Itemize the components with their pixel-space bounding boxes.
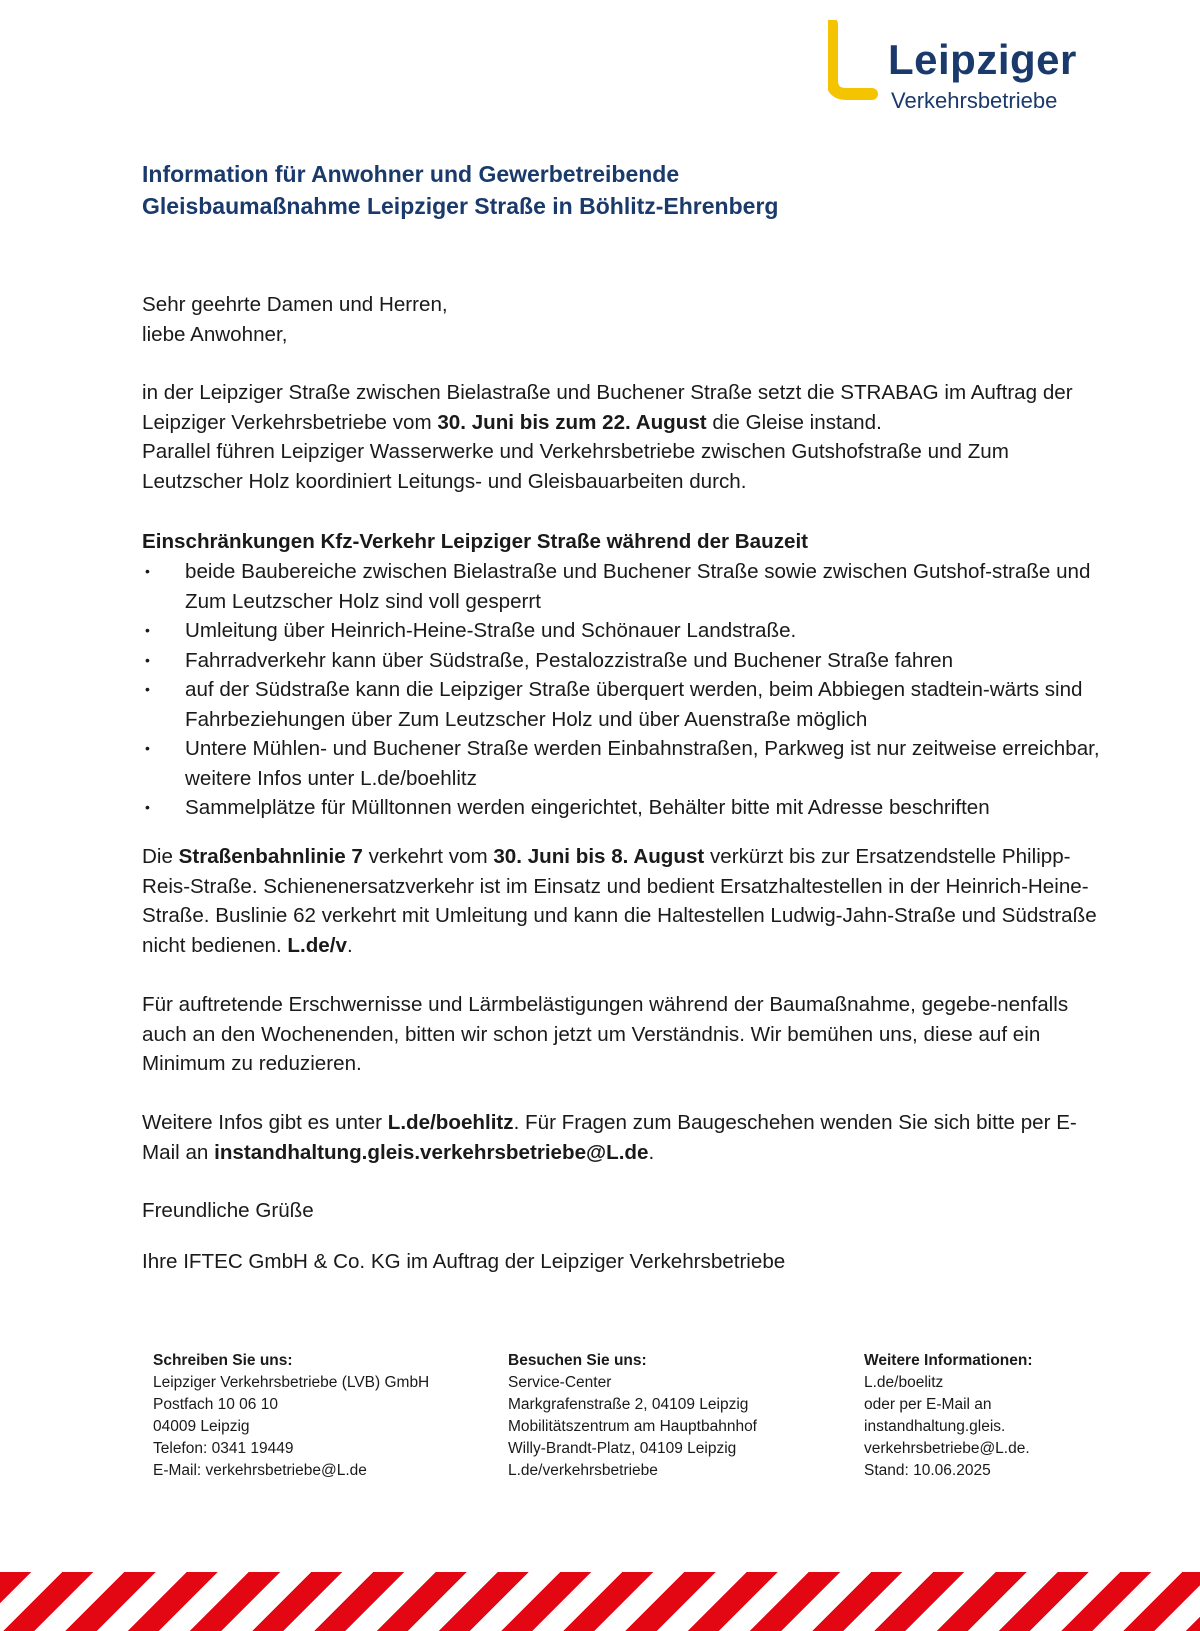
bullet-icon: • bbox=[145, 681, 150, 697]
tram-dates: 30. Juni bis 8. August bbox=[493, 845, 705, 868]
warning-stripes bbox=[0, 1572, 1200, 1631]
footer-write-us bbox=[153, 1350, 429, 1482]
footer-line: 04009 Leipzig bbox=[153, 1418, 250, 1435]
apology-text: Für auftretende Erschwernisse und Lärmbelästigungen während der Baumaßnahme, gegebe-nenfalls auch an den Wochenenden, bitten wir schon jetzt um Verständnis. Wir bemühen uns, diese auf ein Minimum zu reduzieren. bbox=[142, 993, 1069, 1075]
title-line-1: Information für Anwohner und Gewerbetreibende bbox=[142, 161, 680, 187]
footer-line: L.de/verkehrsbetriebe bbox=[508, 1462, 658, 1479]
footer-visit-us bbox=[508, 1350, 757, 1482]
list-item bbox=[142, 675, 1102, 734]
footer-line: Willy-Brandt-Platz, 04109 Leipzig bbox=[508, 1440, 737, 1457]
page-title bbox=[142, 158, 1102, 222]
greeting-line-1: Sehr geehrte Damen und Herren, bbox=[142, 293, 448, 316]
footer-line: Service-Center bbox=[508, 1374, 612, 1391]
info-link[interactable]: L.de/boehlitz bbox=[387, 1111, 514, 1134]
tram-text bbox=[142, 842, 1102, 960]
footer-title: Weitere Informationen: bbox=[864, 1352, 1033, 1369]
list-item bbox=[142, 557, 1102, 616]
tram-text-g: . bbox=[346, 933, 353, 957]
intro-text bbox=[142, 378, 1102, 437]
list-item-text: Fahrradverkehr kann über Südstraße, Pestalozzistraße und Buchener Straße fahren bbox=[185, 648, 954, 672]
footer-line: Stand: 10.06.2025 bbox=[864, 1462, 991, 1479]
intro-text-c: die Gleise instand. bbox=[706, 410, 882, 434]
list-item bbox=[142, 793, 1102, 823]
contact-text-e: . bbox=[648, 1140, 655, 1164]
intro-text-a: in der Leipziger Straße zwischen Bielastraße und Buchener Straße setzt die STRABAG im Auftrag der Leipziger Verkehrsbetriebe vom bbox=[142, 381, 1073, 434]
footer-line: oder per E-Mail an bbox=[864, 1396, 992, 1413]
tram-text-a: Die bbox=[142, 845, 179, 868]
contact-text-a: Weitere Infos gibt es unter bbox=[142, 1111, 388, 1134]
list-item bbox=[142, 646, 1102, 676]
logo-subname: Verkehrsbetriebe bbox=[891, 88, 1058, 113]
footer-line: instandhaltung.gleis. bbox=[864, 1418, 1006, 1435]
footer-line: E-Mail: verkehrsbetriebe@L.de bbox=[153, 1462, 367, 1479]
intro-paragraph bbox=[142, 378, 1102, 496]
footer-title: Besuchen Sie uns: bbox=[508, 1352, 647, 1369]
greeting-line-2: liebe Anwohner, bbox=[142, 322, 288, 346]
list-item bbox=[142, 616, 1102, 646]
footer-line: Telefon: 0341 19449 bbox=[153, 1440, 294, 1457]
contact-email-link[interactable]: instandhaltung.gleis.verkehrsbetriebe@L.de bbox=[214, 1140, 649, 1164]
greeting bbox=[142, 290, 1102, 349]
bullet-icon: • bbox=[145, 622, 150, 638]
logo-name: Leipziger bbox=[888, 36, 1077, 83]
bullet-icon: • bbox=[145, 740, 150, 756]
restrictions-list bbox=[142, 557, 1102, 823]
contact-paragraph bbox=[142, 1108, 1102, 1167]
intro-parallel-text: Parallel führen Leipziger Wasserwerke und Verkehrsbetriebe zwischen Gutshofstraße und Zum Leutzscher Holz koordiniert Leitungs- und Gleisbauarbeiten durch. bbox=[142, 440, 1009, 493]
footer-line: Leipziger Verkehrsbetriebe (LVB) GmbH bbox=[153, 1374, 430, 1391]
list-item bbox=[142, 734, 1102, 793]
apology-paragraph bbox=[142, 990, 1102, 1079]
list-item-text: Sammelplätze für Mülltonnen werden eingerichtet, Behälter bitte mit Adresse beschriften bbox=[185, 796, 990, 819]
list-item-text: Umleitung über Heinrich-Heine-Straße und Schönauer Landstraße. bbox=[185, 619, 797, 642]
footer-line: Markgrafenstraße 2, 04109 Leipzig bbox=[508, 1396, 749, 1413]
tram-link[interactable]: L.de/v bbox=[287, 933, 347, 957]
list-item-text: beide Baubereiche zwischen Bielastraße und Buchener Straße sowie zwischen Gutshof-straße und Zum Leutzscher Holz sind voll gesperrt bbox=[185, 560, 1091, 613]
footer-line: Postfach 10 06 10 bbox=[153, 1396, 278, 1413]
signature: Ihre IFTEC GmbH & Co. KG im Auftrag der Leipziger Verkehrsbetriebe bbox=[142, 1250, 786, 1273]
tram-line: Straßenbahnlinie 7 bbox=[178, 845, 363, 868]
title-line-2: Gleisbaumaßnahme Leipziger Straße in Böhlitz-Ehrenberg bbox=[142, 193, 779, 219]
lvb-logo bbox=[828, 20, 1098, 113]
footer-line: verkehrsbetriebe@L.de. bbox=[864, 1440, 1030, 1457]
footer-more-info bbox=[864, 1350, 1033, 1482]
restrictions-title: Einschränkungen Kfz-Verkehr Leipziger Straße während der Bauzeit bbox=[142, 530, 809, 553]
tram-paragraph bbox=[142, 842, 1102, 960]
tram-text-e: verkürzt bis zur Ersatzendstelle Philipp-Reis-Straße. Schienenersatzverkehr ist im Einsatz und bedient Ersatzhaltestellen in der Heinrich-Heine-Straße. Buslinie 62 verkehrt mit Umleitung und kann die Haltestellen Ludwig-Jahn-Straße und Südstraße nicht bedienen. bbox=[142, 845, 1097, 957]
list-item-text: Untere Mühlen- und Buchener Straße werden Einbahnstraßen, Parkweg ist nur zeitweise erreichbar, weitere Infos unter L.de/boehlitz bbox=[185, 737, 1100, 790]
contact-text-c: . Für Fragen zum Baugeschehen wenden Sie sich bitte per E-Mail an bbox=[142, 1111, 1077, 1164]
contact-text bbox=[142, 1108, 1102, 1167]
bullet-icon: • bbox=[145, 799, 150, 815]
lvb-logo-mark-icon bbox=[828, 20, 878, 100]
bullet-icon: • bbox=[145, 651, 150, 668]
footer-line: Mobilitätszentrum am Hauptbahnhof bbox=[508, 1418, 757, 1435]
tram-text-c: verkehrt vom bbox=[362, 845, 494, 868]
intro-dates: 30. Juni bis zum 22. August bbox=[437, 410, 707, 434]
footer-title: Schreiben Sie uns: bbox=[153, 1352, 293, 1369]
footer-line: L.de/boelitz bbox=[864, 1374, 944, 1391]
list-item-text: auf der Südstraße kann die Leipziger Straße überquert werden, beim Abbiegen stadtein-wärts sind Fahrbeziehungen über Zum Leutzscher Holz und über Auenstraße möglich bbox=[185, 678, 1083, 731]
closing: Freundliche Grüße bbox=[142, 1199, 314, 1222]
bullet-icon: • bbox=[145, 563, 150, 579]
